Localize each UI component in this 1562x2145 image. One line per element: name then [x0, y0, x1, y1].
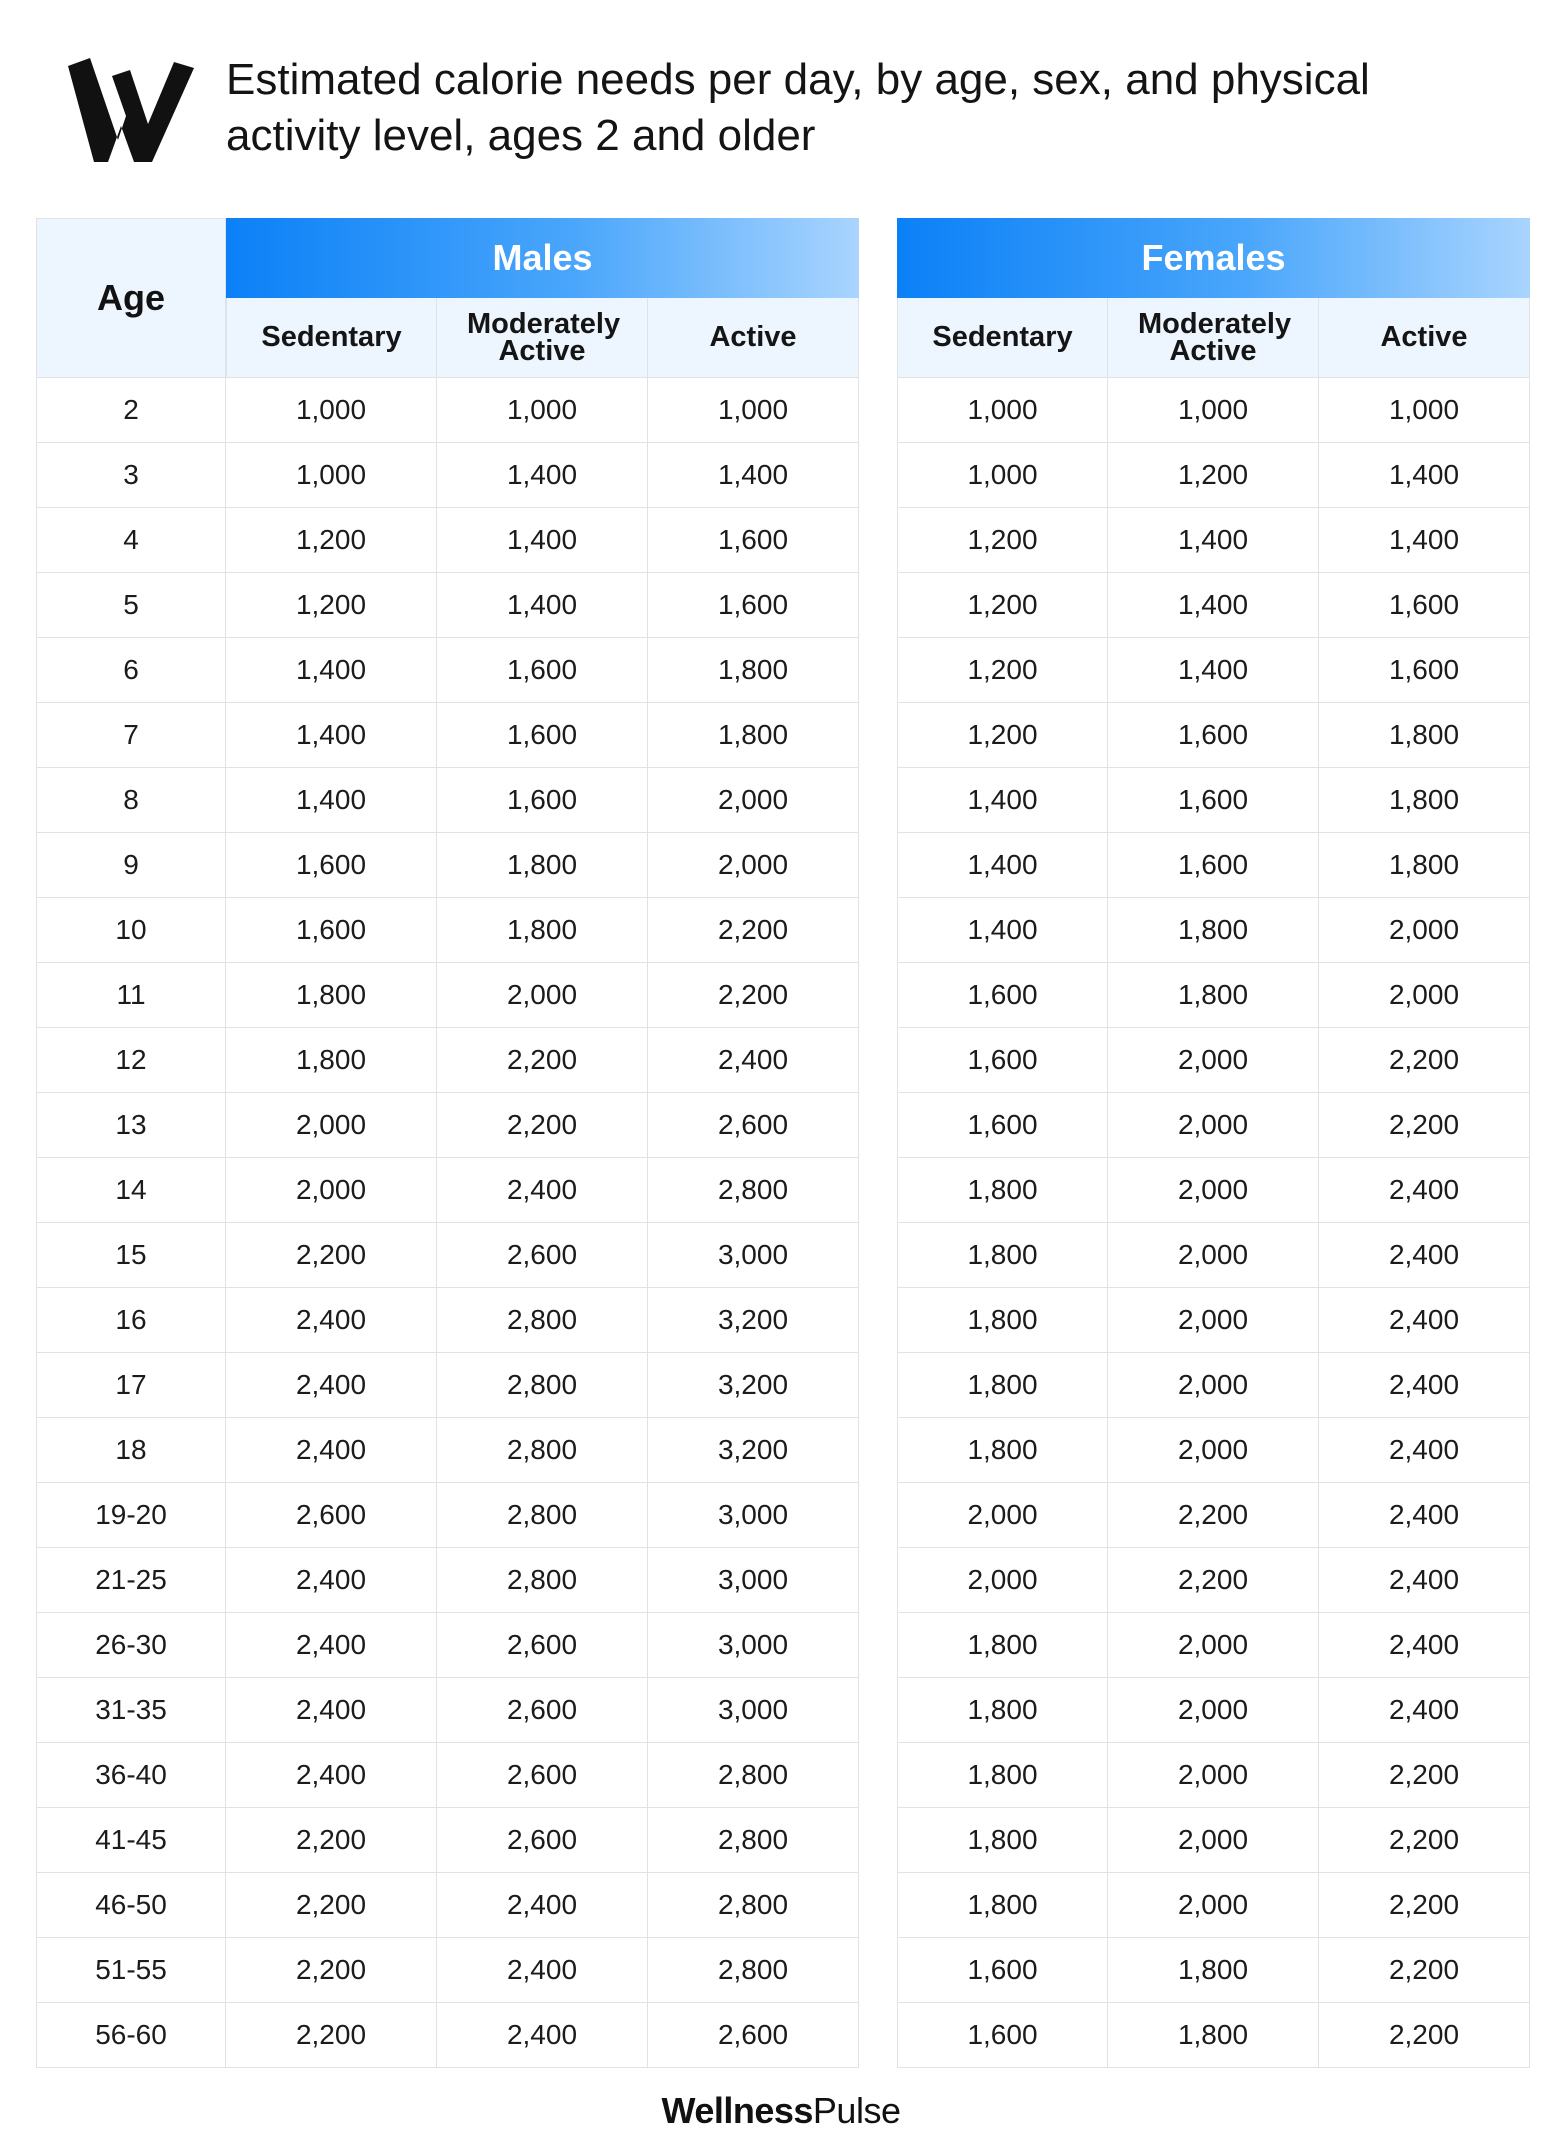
- males-value-cell: 2,600: [437, 1808, 648, 1873]
- females-value-cell: 2,400: [1319, 1548, 1530, 1613]
- males-value-cell: 1,800: [648, 638, 859, 703]
- males-value-cell: 1,800: [226, 1028, 437, 1093]
- males-value-cell: 2,000: [648, 833, 859, 898]
- females-value-cell: 1,600: [1319, 638, 1530, 703]
- males-value-cell: 3,000: [648, 1678, 859, 1743]
- males-value-cell: 2,400: [437, 1938, 648, 2003]
- females-group-header: Females: [897, 218, 1530, 298]
- males-value-cell: 1,400: [226, 638, 437, 703]
- males-value-cell: 2,000: [226, 1158, 437, 1223]
- males-value-cell: 1,200: [226, 508, 437, 573]
- females-value-cell: 1,600: [1319, 573, 1530, 638]
- males-value-cell: 1,800: [437, 898, 648, 963]
- males-value-cell: 2,200: [648, 963, 859, 1028]
- table-gap: [859, 218, 897, 2068]
- males-value-cell: 1,400: [437, 508, 648, 573]
- females-value-cell: 1,600: [897, 1028, 1108, 1093]
- females-value-cell: 2,000: [1319, 963, 1530, 1028]
- males-value-cell: 2,200: [437, 1093, 648, 1158]
- age-cell: 26-30: [36, 1613, 226, 1678]
- females-value-cell: 1,800: [897, 1613, 1108, 1678]
- females-value-cell: 1,800: [897, 1808, 1108, 1873]
- females-value-cell: 2,400: [1319, 1418, 1530, 1483]
- males-value-cell: 2,800: [648, 1743, 859, 1808]
- females-value-cell: 1,800: [897, 1288, 1108, 1353]
- females-value-cell: 2,200: [1319, 1938, 1530, 2003]
- age-cell: 56-60: [36, 2003, 226, 2068]
- males-value-cell: 2,200: [226, 1873, 437, 1938]
- age-cell: 4: [36, 508, 226, 573]
- females-value-cell: 1,800: [897, 1158, 1108, 1223]
- females-value-cell: 2,200: [1319, 2003, 1530, 2068]
- males-value-cell: 2,400: [437, 2003, 648, 2068]
- males-value-cell: 1,600: [437, 768, 648, 833]
- calorie-table: [36, 218, 1526, 2068]
- age-cell: 31-35: [36, 1678, 226, 1743]
- age-cell: 46-50: [36, 1873, 226, 1938]
- males-value-cell: 3,000: [648, 1483, 859, 1548]
- females-active-header: Active: [1319, 298, 1530, 378]
- wellness-logo-icon: [68, 58, 194, 162]
- males-value-cell: 1,800: [648, 703, 859, 768]
- males-value-cell: 2,600: [437, 1678, 648, 1743]
- males-value-cell: 1,800: [226, 963, 437, 1028]
- females-value-cell: 1,400: [897, 833, 1108, 898]
- males-value-cell: 2,800: [648, 1808, 859, 1873]
- males-value-cell: 1,600: [226, 898, 437, 963]
- females-value-cell: 2,000: [1108, 1223, 1319, 1288]
- females-value-cell: 1,000: [897, 378, 1108, 443]
- females-value-cell: 1,600: [897, 1938, 1108, 2003]
- females-value-cell: 2,000: [1319, 898, 1530, 963]
- females-value-cell: 1,200: [897, 508, 1108, 573]
- males-value-cell: 2,200: [648, 898, 859, 963]
- age-cell: 7: [36, 703, 226, 768]
- males-value-cell: 2,800: [437, 1548, 648, 1613]
- females-value-cell: 1,800: [897, 1353, 1108, 1418]
- males-value-cell: 1,600: [226, 833, 437, 898]
- males-value-cell: 1,400: [437, 443, 648, 508]
- males-value-cell: 3,000: [648, 1613, 859, 1678]
- males-value-cell: 2,600: [437, 1613, 648, 1678]
- age-cell: 3: [36, 443, 226, 508]
- brand-bold: Wellness: [661, 2090, 813, 2131]
- age-cell: 2: [36, 378, 226, 443]
- females-value-cell: 1,400: [1108, 508, 1319, 573]
- males-value-cell: 2,600: [437, 1223, 648, 1288]
- males-value-cell: 2,600: [648, 1093, 859, 1158]
- males-value-cell: 2,800: [437, 1353, 648, 1418]
- males-value-cell: 2,000: [648, 768, 859, 833]
- females-value-cell: 2,400: [1319, 1288, 1530, 1353]
- females-value-cell: 1,400: [897, 768, 1108, 833]
- males-group-header: Males: [226, 218, 859, 298]
- males-value-cell: 2,200: [437, 1028, 648, 1093]
- age-column-header: Age: [36, 218, 226, 378]
- females-value-cell: 1,800: [897, 1743, 1108, 1808]
- males-value-cell: 2,400: [226, 1288, 437, 1353]
- males-value-cell: 2,400: [437, 1158, 648, 1223]
- females-value-cell: 2,000: [1108, 1288, 1319, 1353]
- males-value-cell: 2,800: [648, 1158, 859, 1223]
- age-cell: 51-55: [36, 1938, 226, 2003]
- females-value-cell: 2,000: [1108, 1028, 1319, 1093]
- males-value-cell: 1,000: [437, 378, 648, 443]
- females-value-cell: 1,400: [1319, 443, 1530, 508]
- females-value-cell: 1,800: [1108, 1938, 1319, 2003]
- age-cell: 9: [36, 833, 226, 898]
- females-value-cell: 1,800: [897, 1873, 1108, 1938]
- males-value-cell: 2,800: [437, 1418, 648, 1483]
- males-value-cell: 2,400: [226, 1353, 437, 1418]
- males-active-header: Active: [648, 298, 859, 378]
- females-sedentary-header: Sedentary: [897, 298, 1108, 378]
- females-value-cell: 1,600: [897, 1093, 1108, 1158]
- females-value-cell: 1,600: [897, 2003, 1108, 2068]
- females-value-cell: 2,200: [1319, 1808, 1530, 1873]
- females-value-cell: 1,400: [1319, 508, 1530, 573]
- age-cell: 15: [36, 1223, 226, 1288]
- females-value-cell: 1,200: [897, 638, 1108, 703]
- females-value-cell: 1,000: [1108, 378, 1319, 443]
- males-value-cell: 2,200: [226, 1938, 437, 2003]
- females-value-cell: 2,000: [897, 1483, 1108, 1548]
- males-value-cell: 2,400: [648, 1028, 859, 1093]
- females-value-cell: 1,200: [897, 703, 1108, 768]
- females-value-cell: 1,600: [897, 963, 1108, 1028]
- females-value-cell: 2,000: [1108, 1418, 1319, 1483]
- females-value-cell: 2,000: [1108, 1613, 1319, 1678]
- males-value-cell: 3,200: [648, 1418, 859, 1483]
- females-value-cell: 2,400: [1319, 1613, 1530, 1678]
- females-value-cell: 2,000: [897, 1548, 1108, 1613]
- brand-light: Pulse: [812, 2090, 901, 2131]
- age-cell: 5: [36, 573, 226, 638]
- males-value-cell: 2,600: [437, 1743, 648, 1808]
- females-value-cell: 2,200: [1319, 1743, 1530, 1808]
- age-cell: 41-45: [36, 1808, 226, 1873]
- males-value-cell: 2,000: [437, 963, 648, 1028]
- females-value-cell: 1,800: [1108, 2003, 1319, 2068]
- females-value-cell: 2,200: [1108, 1548, 1319, 1613]
- females-value-cell: 1,600: [1108, 833, 1319, 898]
- age-cell: 12: [36, 1028, 226, 1093]
- females-value-cell: 1,800: [897, 1678, 1108, 1743]
- females-value-cell: 2,000: [1108, 1158, 1319, 1223]
- age-cell: 19-20: [36, 1483, 226, 1548]
- males-value-cell: 2,000: [226, 1093, 437, 1158]
- females-value-cell: 1,800: [1108, 963, 1319, 1028]
- males-value-cell: 1,000: [226, 378, 437, 443]
- footer-brand: [0, 2090, 1562, 2132]
- females-value-cell: 1,400: [1108, 573, 1319, 638]
- males-moderately-active-header: [437, 298, 648, 378]
- age-cell: 8: [36, 768, 226, 833]
- age-cell: 16: [36, 1288, 226, 1353]
- females-value-cell: 1,200: [897, 573, 1108, 638]
- females-value-cell: 2,400: [1319, 1353, 1530, 1418]
- males-value-cell: 1,600: [437, 638, 648, 703]
- males-value-cell: 2,400: [226, 1418, 437, 1483]
- males-value-cell: 2,200: [226, 1223, 437, 1288]
- age-cell: 21-25: [36, 1548, 226, 1613]
- females-value-cell: 2,400: [1319, 1223, 1530, 1288]
- males-value-cell: 1,600: [648, 573, 859, 638]
- age-cell: 10: [36, 898, 226, 963]
- females-value-cell: 1,800: [1319, 703, 1530, 768]
- age-cell: 17: [36, 1353, 226, 1418]
- females-value-cell: 1,800: [897, 1223, 1108, 1288]
- females-value-cell: 2,200: [1108, 1483, 1319, 1548]
- subheader-label: Moderately Active: [467, 307, 621, 367]
- females-value-cell: 1,400: [1108, 638, 1319, 703]
- males-value-cell: 1,600: [648, 508, 859, 573]
- males-value-cell: 1,400: [226, 768, 437, 833]
- page-title: Estimated calorie needs per day, by age, sex, and physical activity level, ages 2 and older: [226, 55, 1370, 160]
- males-value-cell: 1,400: [648, 443, 859, 508]
- males-value-cell: 1,400: [437, 573, 648, 638]
- males-value-cell: 2,200: [226, 2003, 437, 2068]
- age-cell: 14: [36, 1158, 226, 1223]
- males-value-cell: 1,400: [226, 703, 437, 768]
- females-value-cell: 1,200: [1108, 443, 1319, 508]
- age-cell: 6: [36, 638, 226, 703]
- age-cell: 13: [36, 1093, 226, 1158]
- males-value-cell: 2,800: [648, 1938, 859, 2003]
- males-value-cell: 3,000: [648, 1223, 859, 1288]
- males-value-cell: 1,600: [437, 703, 648, 768]
- males-value-cell: 2,400: [226, 1743, 437, 1808]
- males-value-cell: 2,400: [437, 1873, 648, 1938]
- females-value-cell: 1,400: [897, 898, 1108, 963]
- males-value-cell: 2,600: [648, 2003, 859, 2068]
- males-sedentary-header: Sedentary: [226, 298, 437, 378]
- males-value-cell: 2,200: [226, 1808, 437, 1873]
- females-value-cell: 1,800: [1108, 898, 1319, 963]
- females-value-cell: 2,000: [1108, 1743, 1319, 1808]
- males-value-cell: 1,000: [226, 443, 437, 508]
- females-value-cell: 2,000: [1108, 1873, 1319, 1938]
- females-value-cell: 1,800: [1319, 768, 1530, 833]
- age-cell: 36-40: [36, 1743, 226, 1808]
- females-value-cell: 1,000: [1319, 378, 1530, 443]
- females-value-cell: 2,000: [1108, 1353, 1319, 1418]
- females-value-cell: 2,400: [1319, 1483, 1530, 1548]
- males-value-cell: 2,400: [226, 1548, 437, 1613]
- females-value-cell: 2,200: [1319, 1028, 1530, 1093]
- males-value-cell: 2,800: [437, 1288, 648, 1353]
- females-value-cell: 1,800: [897, 1418, 1108, 1483]
- females-value-cell: 2,400: [1319, 1678, 1530, 1743]
- age-cell: 18: [36, 1418, 226, 1483]
- females-value-cell: 2,200: [1319, 1093, 1530, 1158]
- age-cell: 11: [36, 963, 226, 1028]
- males-value-cell: 2,600: [226, 1483, 437, 1548]
- males-value-cell: 1,800: [437, 833, 648, 898]
- females-value-cell: 2,000: [1108, 1093, 1319, 1158]
- females-moderately-active-header: [1108, 298, 1319, 378]
- males-value-cell: 2,400: [226, 1678, 437, 1743]
- males-value-cell: 3,200: [648, 1288, 859, 1353]
- females-value-cell: 2,000: [1108, 1678, 1319, 1743]
- subheader-label: Moderately Active: [1138, 307, 1292, 367]
- females-value-cell: 2,400: [1319, 1158, 1530, 1223]
- males-value-cell: 2,800: [437, 1483, 648, 1548]
- females-value-cell: 2,200: [1319, 1873, 1530, 1938]
- males-value-cell: 1,200: [226, 573, 437, 638]
- females-value-cell: 1,800: [1319, 833, 1530, 898]
- females-value-cell: 2,000: [1108, 1808, 1319, 1873]
- males-value-cell: 2,800: [648, 1873, 859, 1938]
- males-value-cell: 2,400: [226, 1613, 437, 1678]
- females-value-cell: 1,000: [897, 443, 1108, 508]
- females-value-cell: 1,600: [1108, 703, 1319, 768]
- males-value-cell: 1,000: [648, 378, 859, 443]
- males-value-cell: 3,200: [648, 1353, 859, 1418]
- males-value-cell: 3,000: [648, 1548, 859, 1613]
- females-value-cell: 1,600: [1108, 768, 1319, 833]
